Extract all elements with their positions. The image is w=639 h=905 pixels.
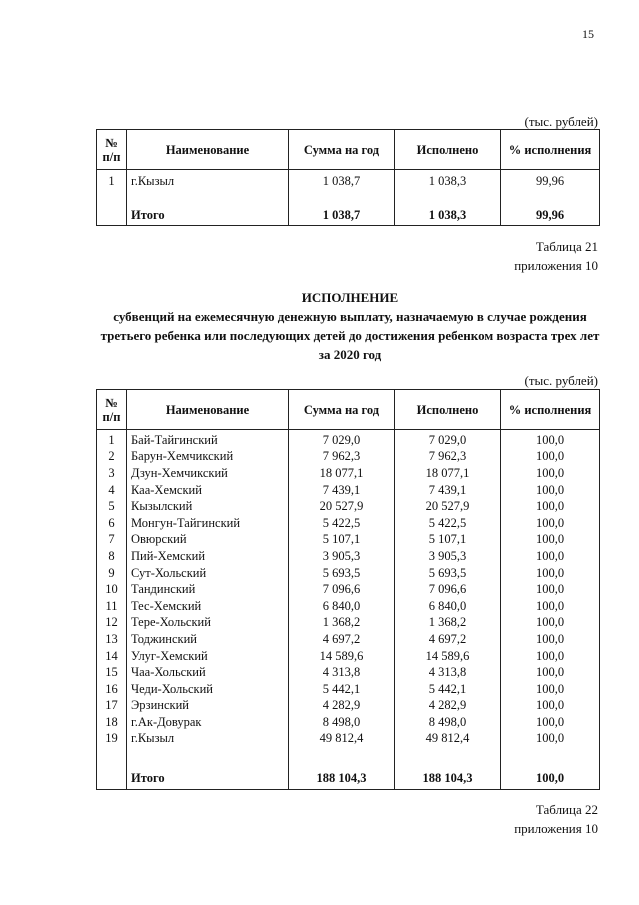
cell-name: Чаа-Хольский: [127, 664, 289, 681]
cell-pct: 100,0: [501, 498, 600, 515]
cell-done: 6 840,0: [395, 598, 501, 615]
cell-num: 18: [97, 714, 127, 731]
header-num: № п/п: [97, 390, 127, 430]
header-pct: % исполнения: [501, 130, 600, 170]
cell-done: 5 442,1: [395, 681, 501, 698]
cell-done: 7 962,3: [395, 449, 501, 466]
cell-done: 4 282,9: [395, 698, 501, 715]
total-sum: 188 104,3: [289, 767, 395, 790]
cell-sum: 1 368,2: [289, 615, 395, 632]
table21-subtitle-1: субвенций на ежемесячную денежную выплату, назначаемую в случае рождения: [113, 309, 587, 324]
cell-pct: 100,0: [501, 714, 600, 731]
cell-sum: 3 905,3: [289, 548, 395, 565]
cell-num: 11: [97, 598, 127, 615]
cell-done: 5 693,5: [395, 565, 501, 582]
table-row: [97, 631, 600, 648]
cell-pct: 100,0: [501, 598, 600, 615]
cell-sum: 6 840,0: [289, 598, 395, 615]
table-row: [97, 482, 600, 499]
cell-name: г.Ак-Довурак: [127, 714, 289, 731]
cell-sum: 49 812,4: [289, 731, 395, 748]
table22-caption: [398, 800, 598, 838]
header-done: Исполнено: [395, 390, 501, 430]
cell-num: 1: [97, 430, 127, 449]
table21-heading: [70, 288, 630, 364]
header-sum: Сумма на год: [289, 130, 395, 170]
table21-title: ИСПОЛНЕНИЕ: [301, 290, 399, 305]
cell-num: 12: [97, 615, 127, 632]
cell-done: 1 368,2: [395, 615, 501, 632]
cell-pct: 100,0: [501, 465, 600, 482]
cell-pct: 100,0: [501, 482, 600, 499]
cell-sum: 7 096,6: [289, 581, 395, 598]
total-row: [97, 767, 600, 790]
table-row: [97, 532, 600, 549]
table-row: [97, 598, 600, 615]
cell-done: 8 498,0: [395, 714, 501, 731]
cell-name: Чеди-Хольский: [127, 681, 289, 698]
cell-num: 9: [97, 565, 127, 582]
cell-pct: 100,0: [501, 731, 600, 748]
cell-name: Каа-Хемский: [127, 482, 289, 499]
cell-name: Пий-Хемский: [127, 548, 289, 565]
cell-sum: 7 962,3: [289, 449, 395, 466]
total-pct: 100,0: [501, 767, 600, 790]
cell-done: 5 422,5: [395, 515, 501, 532]
cell-name: Улуг-Хемский: [127, 648, 289, 665]
cell-name: Тандинский: [127, 581, 289, 598]
cell-pct: 100,0: [501, 515, 600, 532]
table21-header: [97, 390, 600, 430]
cell-pct: 100,0: [501, 698, 600, 715]
cell-done: 3 905,3: [395, 548, 501, 565]
table21-caption-line2: приложения 10: [514, 258, 598, 273]
cell-done: 14 589,6: [395, 648, 501, 665]
cell-name: Эрзинский: [127, 698, 289, 715]
table-row: [97, 581, 600, 598]
cell-sum: 5 422,5: [289, 515, 395, 532]
cell-pct: 100,0: [501, 430, 600, 449]
cell-sum: 20 527,9: [289, 498, 395, 515]
table-row: [97, 615, 600, 632]
cell-pct: 100,0: [501, 631, 600, 648]
cell-name: г.Кызыл: [127, 731, 289, 748]
cell-num: 16: [97, 681, 127, 698]
units-label-prev: (тыс. рублей): [524, 114, 598, 129]
table-row: [97, 664, 600, 681]
cell-num: 14: [97, 648, 127, 665]
header-num: № п/п: [97, 130, 127, 170]
cell-sum: 5 107,1: [289, 532, 395, 549]
total-pct: 99,96: [501, 205, 600, 226]
table21-caption: [398, 237, 598, 275]
cell-pct: 100,0: [501, 565, 600, 582]
header-sum: Сумма на год: [289, 390, 395, 430]
cell-pct: 100,0: [501, 615, 600, 632]
cell-done: 7 439,1: [395, 482, 501, 499]
table-prev-header: [97, 130, 600, 170]
cell-num: 1: [97, 170, 127, 194]
cell-done: 4 313,8: [395, 664, 501, 681]
cell-num: 8: [97, 548, 127, 565]
cell-sum: 4 313,8: [289, 664, 395, 681]
total-row: [97, 205, 600, 226]
cell-num: 17: [97, 698, 127, 715]
table22-caption-line1: Таблица 22: [535, 802, 598, 817]
units-label-21: (тыс. рублей): [524, 373, 598, 388]
cell-done: 7 096,6: [395, 581, 501, 598]
cell-num: 10: [97, 581, 127, 598]
cell-num: 5: [97, 498, 127, 515]
table-row: [97, 548, 600, 565]
page-number: 15: [582, 27, 594, 41]
table-row: [97, 714, 600, 731]
table-row: [97, 465, 600, 482]
cell-sum: 7 029,0: [289, 430, 395, 449]
cell-sum: 8 498,0: [289, 714, 395, 731]
cell-pct: 100,0: [501, 581, 600, 598]
table-row: [97, 648, 600, 665]
cell-sum: 18 077,1: [289, 465, 395, 482]
cell-name: Монгун-Тайгинский: [127, 515, 289, 532]
table21-body: [97, 430, 600, 790]
cell-sum: 5 442,1: [289, 681, 395, 698]
table-row: [97, 170, 600, 194]
cell-num: 3: [97, 465, 127, 482]
cell-done: 1 038,3: [395, 170, 501, 194]
cell-sum: 4 697,2: [289, 631, 395, 648]
cell-sum: 7 439,1: [289, 482, 395, 499]
cell-pct: 100,0: [501, 449, 600, 466]
cell-sum: 14 589,6: [289, 648, 395, 665]
cell-num: 7: [97, 532, 127, 549]
cell-name: Дзун-Хемчикский: [127, 465, 289, 482]
cell-done: 4 697,2: [395, 631, 501, 648]
table-row: [97, 449, 600, 466]
total-num: [97, 767, 127, 790]
table-row: [97, 515, 600, 532]
table-row: [97, 698, 600, 715]
cell-pct: 100,0: [501, 548, 600, 565]
total-done: 1 038,3: [395, 205, 501, 226]
cell-num: 19: [97, 731, 127, 748]
cell-name: Тес-Хемский: [127, 598, 289, 615]
table21-caption-line1: Таблица 21: [535, 239, 598, 254]
cell-done: 18 077,1: [395, 465, 501, 482]
cell-pct: 99,96: [501, 170, 600, 194]
cell-name: Овюрский: [127, 532, 289, 549]
cell-name: г.Кызыл: [127, 170, 289, 194]
cell-name: Тере-Хольский: [127, 615, 289, 632]
spacer-row: [97, 747, 600, 767]
spacer-row: [97, 193, 600, 205]
cell-name: Барун-Хемчикский: [127, 449, 289, 466]
table-row: [97, 430, 600, 449]
cell-done: 7 029,0: [395, 430, 501, 449]
total-label: Итого: [127, 205, 289, 226]
total-sum: 1 038,7: [289, 205, 395, 226]
cell-sum: 1 038,7: [289, 170, 395, 194]
cell-name: Кызылский: [127, 498, 289, 515]
table-row: [97, 681, 600, 698]
table21-subtitle-2: третьего ребенка или последующих детей до достижения ребенком возраста трех лет: [100, 328, 600, 343]
total-label: Итого: [127, 767, 289, 790]
cell-num: 4: [97, 482, 127, 499]
cell-done: 5 107,1: [395, 532, 501, 549]
cell-num: 2: [97, 449, 127, 466]
cell-num: 6: [97, 515, 127, 532]
table-prev: [96, 129, 600, 226]
cell-name: Бай-Тайгинский: [127, 430, 289, 449]
cell-pct: 100,0: [501, 664, 600, 681]
cell-done: 49 812,4: [395, 731, 501, 748]
cell-sum: 5 693,5: [289, 565, 395, 582]
cell-pct: 100,0: [501, 648, 600, 665]
cell-name: Сут-Хольский: [127, 565, 289, 582]
cell-num: 15: [97, 664, 127, 681]
cell-sum: 4 282,9: [289, 698, 395, 715]
cell-name: Тоджинский: [127, 631, 289, 648]
table-row: [97, 731, 600, 748]
table21-subtitle-3: за 2020 год: [318, 347, 382, 362]
header-done: Исполнено: [395, 130, 501, 170]
cell-done: 20 527,9: [395, 498, 501, 515]
cell-pct: 100,0: [501, 681, 600, 698]
total-done: 188 104,3: [395, 767, 501, 790]
cell-pct: 100,0: [501, 532, 600, 549]
table-row: [97, 498, 600, 515]
cell-num: 13: [97, 631, 127, 648]
header-name: Наименование: [127, 390, 289, 430]
header-pct: % исполнения: [501, 390, 600, 430]
table21: [96, 389, 600, 790]
table22-caption-line2: приложения 10: [514, 821, 598, 836]
header-name: Наименование: [127, 130, 289, 170]
table-row: [97, 565, 600, 582]
